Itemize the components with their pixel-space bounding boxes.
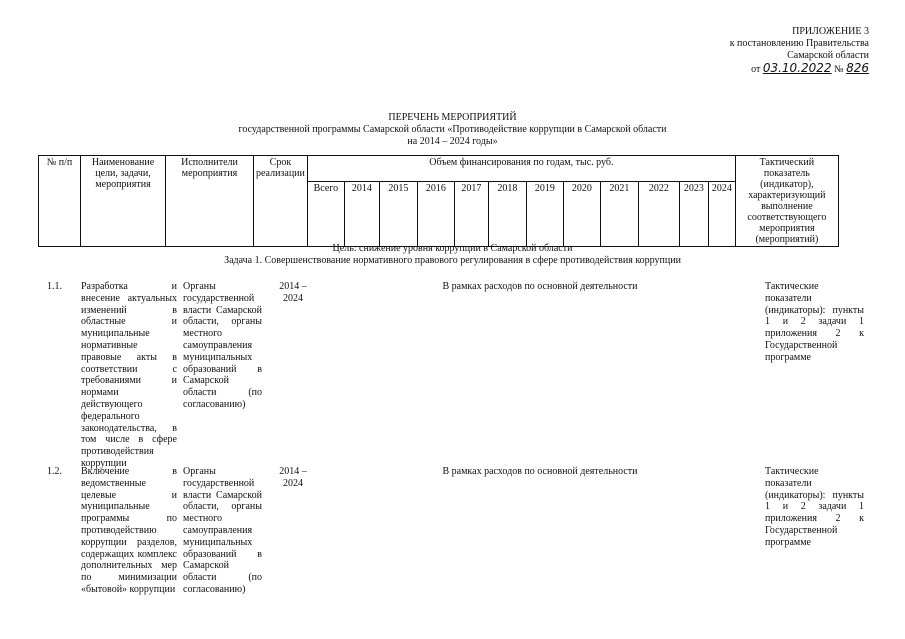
title-line3: на 2014 – 2024 годы»	[407, 136, 498, 147]
title-line2: государственной программы Самарской области «Противодействие коррупции в Самарской области	[238, 124, 667, 135]
header-year: 2016	[417, 182, 454, 247]
header-year: 2019	[526, 182, 563, 247]
row-financing: В рамках расходов по основной деятельности	[442, 466, 638, 477]
title-line1: ПЕРЕЧЕНЬ МЕРОПРИЯТИЙ	[388, 112, 517, 123]
header-financing: Объем финансирования по годам, тыс. руб.	[307, 156, 735, 182]
appendix-line2: Самарской области	[787, 50, 869, 61]
appendix-date-line	[730, 62, 869, 76]
header-year: 2017	[454, 182, 488, 247]
header-year: 2015	[379, 182, 417, 247]
date-prefix: от	[751, 64, 761, 75]
row-name: Включение в ведомственные целевые и муниципальные программы по противодействию коррупции разделов, содержащих комплекс дополнительных мер по минимизации «бытовой» коррупции	[81, 466, 177, 595]
header-year: 2014	[344, 182, 379, 247]
goal-block	[0, 243, 905, 267]
header-total: Всего	[307, 182, 344, 247]
header-year: 2022	[638, 182, 679, 247]
row-num: 1.2.	[47, 466, 62, 477]
appendix-block	[730, 26, 869, 76]
row-executors: Органы государственной власти Самарской области, органы местного самоуправления муниципальных образований в Самарской области (по согласованию)	[183, 466, 262, 595]
header-name: Наименование цели, задачи, мероприятия	[81, 156, 166, 247]
appendix-title: ПРИЛОЖЕНИЕ 3	[792, 26, 869, 37]
row-term: 2014 – 2024	[279, 281, 307, 304]
header-term: Срок реализации	[254, 156, 308, 247]
header-executors: Исполнители мероприятия	[166, 156, 254, 247]
header-year: 2023	[679, 182, 708, 247]
row-indicator: Тактические показатели (индикаторы): пункты 1 и 2 задачи 1 приложения 2 к Государственной программе	[765, 466, 864, 548]
header-indicator: Тактический показатель (индикатор), характеризующий выполнение соответствующего мероприятия (мероприятий)	[735, 156, 838, 247]
decree-date: 03.10.2022	[762, 61, 832, 75]
appendix-line1: к постановлению Правительства	[729, 38, 869, 49]
goal-text: Цель: снижение уровня коррупции в Самарской области	[332, 243, 573, 254]
header-num: № п/п	[39, 156, 81, 247]
header-year: 2018	[488, 182, 526, 247]
row-num: 1.1.	[47, 281, 62, 292]
document-title	[0, 112, 905, 148]
task-text: Задача 1. Совершенствование нормативного правового регулирования в сфере противодействия коррупции	[224, 255, 681, 266]
row-term: 2014 – 2024	[279, 466, 307, 489]
decree-number: 826	[846, 61, 869, 75]
table-header	[38, 155, 839, 247]
number-prefix: №	[834, 64, 844, 75]
row-executors: Органы государственной власти Самарской области, органы местного самоуправления муниципальных образований в Самарской области (по согласованию)	[183, 281, 262, 410]
row-indicator: Тактические показатели (индикаторы): пункты 1 и 2 задачи 1 приложения 2 к Государственной программе	[765, 281, 864, 363]
header-year: 2021	[600, 182, 638, 247]
header-year: 2024	[708, 182, 735, 247]
row-financing: В рамках расходов по основной деятельности	[442, 281, 638, 292]
row-name: Разработка и внесение актуальных изменений в областные и муниципальные нормативные правовые акты в соответствии с требованиями и нормами действующего федерального законодательства, в том числе в сфере противодействия коррупции	[81, 281, 177, 469]
header-year: 2020	[563, 182, 600, 247]
